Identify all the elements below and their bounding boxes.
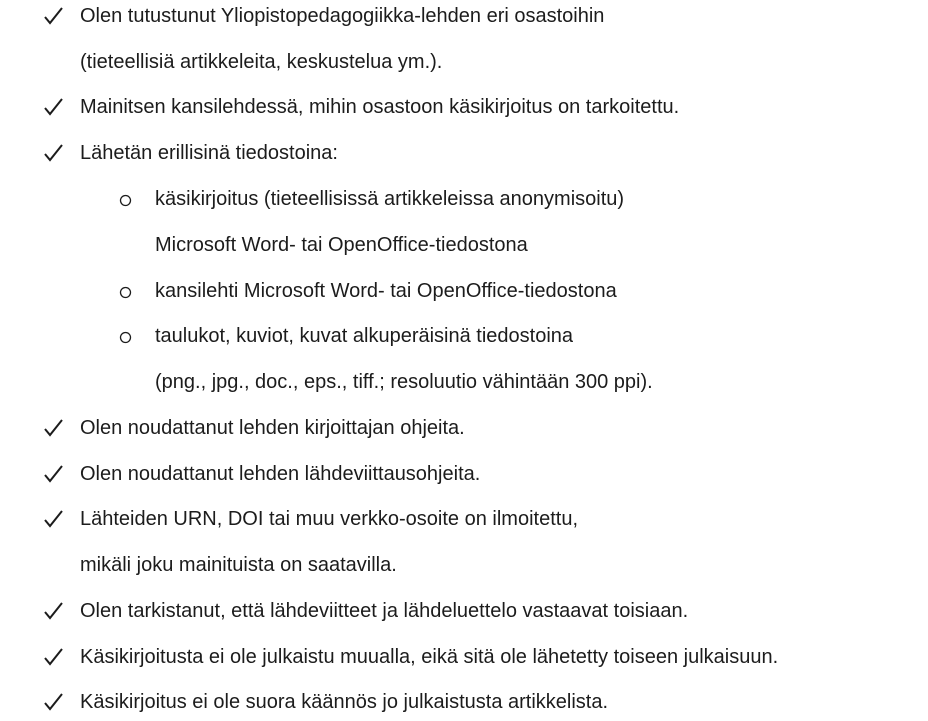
checklist-item-text: Käsikirjoitusta ei ole julkaistu muualla, eikä sitä ole lähetetty toiseen julkaisuun. bbox=[80, 646, 779, 668]
sub-list-item-text: (png., jpg., doc., eps., tiff.; resoluutio vähintään 300 ppi). bbox=[155, 371, 653, 393]
checkmark-icon bbox=[44, 413, 64, 443]
checklist-item-text: Käsikirjoitus ei ole suora käännös jo julkaistusta artikkelista. bbox=[80, 691, 609, 713]
sub-list-item-text: taulukot, kuviot, kuvat alkuperäisinä tiedostoina bbox=[155, 325, 574, 347]
checkmark-icon bbox=[44, 459, 64, 489]
circle-bullet-icon bbox=[119, 184, 133, 214]
checklist-item-text: (tieteellisiä artikkeleita, keskustelua ym.). bbox=[80, 51, 443, 73]
circle-bullet-icon bbox=[119, 276, 133, 306]
checkmark-icon bbox=[44, 504, 64, 534]
checklist-item-text: Lähetän erillisinä tiedostoina: bbox=[80, 142, 338, 164]
sub-list-item-text: kansilehti Microsoft Word- tai OpenOffice-tiedostona bbox=[155, 280, 617, 302]
checkmark-icon bbox=[44, 138, 64, 168]
sub-list-item-text: Microsoft Word- tai OpenOffice-tiedostona bbox=[155, 234, 528, 256]
checkmark-icon bbox=[44, 687, 64, 717]
checkmark-icon bbox=[44, 92, 64, 122]
checkmark-icon bbox=[44, 596, 64, 626]
checklist-item-text: Olen tarkistanut, että lähdeviitteet ja lähdeluettelo vastaavat toisiaan. bbox=[80, 600, 689, 622]
checklist-item-text: Olen noudattanut lehden kirjoittajan ohjeita. bbox=[80, 417, 465, 439]
checklist-item-text: Lähteiden URN, DOI tai muu verkko-osoite on ilmoitettu, bbox=[80, 508, 578, 530]
sub-list-item-text: käsikirjoitus (tieteellisissä artikkeleissa anonymisoitu) bbox=[155, 188, 625, 210]
checklist-item-text: mikäli joku mainituista on saatavilla. bbox=[80, 554, 397, 576]
checkmark-icon bbox=[44, 1, 64, 31]
checklist-item-text: Olen noudattanut lehden lähdeviittausohjeita. bbox=[80, 463, 481, 485]
checklist-item-text: Olen tutustunut Yliopistopedagogiikka-lehden eri osastoihin bbox=[80, 5, 605, 27]
checklist-item-text: Mainitsen kansilehdessä, mihin osastoon käsikirjoitus on tarkoitettu. bbox=[80, 96, 680, 118]
circle-bullet-icon bbox=[119, 321, 133, 351]
checkmark-icon bbox=[44, 642, 64, 672]
